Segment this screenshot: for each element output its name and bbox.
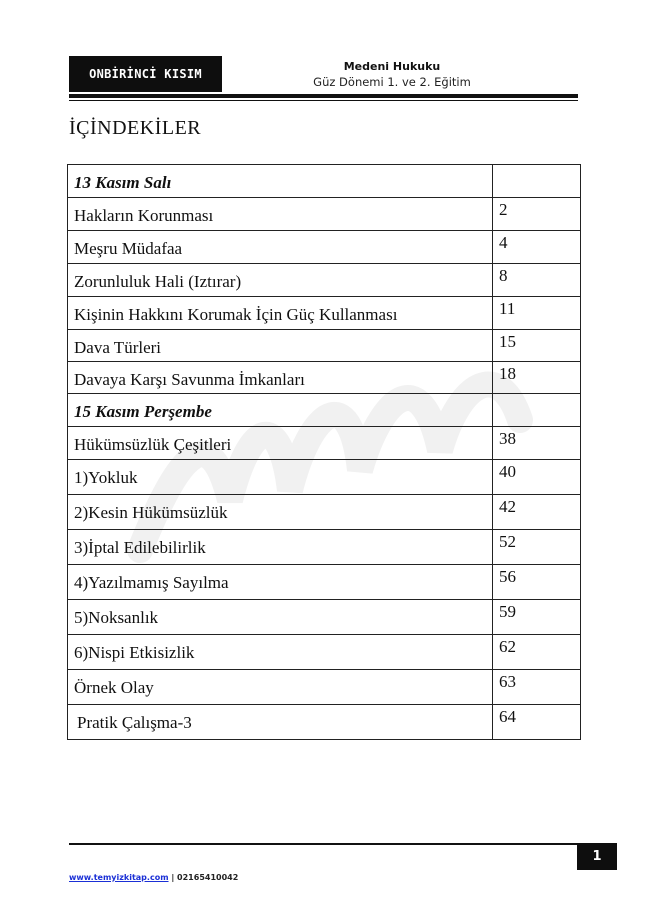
course-subtitle: Güz Dönemi 1. ve 2. Eğitim — [313, 75, 471, 89]
course-header — [282, 60, 502, 89]
footer-separator: | — [171, 873, 175, 882]
toc-entry-title: Davaya Karşı Savunma İmkanları — [74, 370, 305, 389]
toc-heading: İÇİNDEKİLER — [69, 117, 202, 139]
toc-row[interactable] — [68, 460, 581, 495]
toc-entry-title: 2)Kesin Hükümsüzlük — [74, 503, 228, 522]
toc-entry-title: Örnek Olay — [74, 678, 154, 697]
toc-page-number: 8 — [499, 266, 508, 285]
toc-row[interactable] — [68, 530, 581, 565]
toc-page-number: 59 — [499, 602, 516, 621]
toc-page-number: 63 — [499, 672, 516, 691]
toc-page-number: 4 — [499, 233, 508, 252]
toc-page-number: 62 — [499, 637, 516, 656]
toc-entry-title: Kişinin Hakkını Korumak İçin Güç Kullanması — [74, 305, 398, 324]
toc-entry-title: 1)Yokluk — [74, 468, 138, 487]
page-number: 1 — [577, 843, 617, 870]
toc-page-number: 18 — [499, 364, 516, 383]
toc-page-number: 64 — [499, 707, 516, 726]
toc-entry-title: 3)İptal Edilebilirlik — [74, 538, 206, 557]
toc-row[interactable] — [68, 635, 581, 670]
toc-entry-title: 5)Noksanlık — [74, 608, 159, 627]
toc-entry-title: Pratik Çalışma-3 — [77, 713, 192, 732]
toc-entry-title: Meşru Müdafaa — [74, 239, 183, 258]
toc-row-section — [68, 394, 581, 427]
toc-row[interactable] — [68, 264, 581, 297]
toc-page-number: 56 — [499, 567, 516, 586]
toc-row[interactable] — [68, 600, 581, 635]
toc-page-number: 38 — [499, 429, 516, 448]
toc-page-number — [499, 165, 574, 168]
toc-row[interactable] — [68, 705, 581, 740]
toc-table — [67, 164, 581, 740]
toc-entry-title: Hakların Korunması — [74, 206, 214, 225]
course-title: Medeni Hukuku — [343, 60, 441, 73]
toc-row[interactable] — [68, 198, 581, 231]
toc-row-section — [68, 165, 581, 198]
website-link[interactable]: www.temyizkitap.com — [69, 873, 169, 882]
phone-number: 02165410042 — [177, 873, 239, 882]
toc-row[interactable] — [68, 495, 581, 530]
toc-entry-title: Zorunluluk Hali (Iztırar) — [74, 272, 242, 291]
toc-page-number: 15 — [499, 332, 516, 351]
toc-row[interactable] — [68, 565, 581, 600]
toc-section-title: 15 Kasım Perşembe — [74, 402, 212, 421]
header-rule-thin — [69, 100, 578, 101]
toc-entry-title: 6)Nispi Etkisizlik — [74, 643, 195, 662]
footer-rule — [69, 843, 578, 845]
toc-page-number — [499, 394, 574, 397]
toc-page-number: 2 — [499, 200, 508, 219]
toc-page-number: 11 — [499, 299, 516, 318]
toc-row[interactable] — [68, 362, 581, 394]
toc-page-number: 52 — [499, 532, 516, 551]
toc-page-number: 42 — [499, 497, 516, 516]
toc-row[interactable] — [68, 427, 581, 460]
toc-entry-title: 4)Yazılmamış Sayılma — [74, 573, 229, 592]
toc-row[interactable] — [68, 670, 581, 705]
section-label: ONBİRİNCİ KISIM — [69, 56, 222, 92]
toc-entry-title: Dava Türleri — [74, 338, 162, 357]
toc-row[interactable] — [68, 231, 581, 264]
toc-row[interactable] — [68, 297, 581, 330]
toc-page-number: 40 — [499, 462, 516, 481]
header-rule-thick — [69, 94, 578, 98]
toc-section-title: 13 Kasım Salı — [74, 173, 172, 192]
footer-contact — [69, 873, 238, 882]
toc-entry-title: Hükümsüzlük Çeşitleri — [74, 435, 232, 454]
toc-row[interactable] — [68, 330, 581, 362]
